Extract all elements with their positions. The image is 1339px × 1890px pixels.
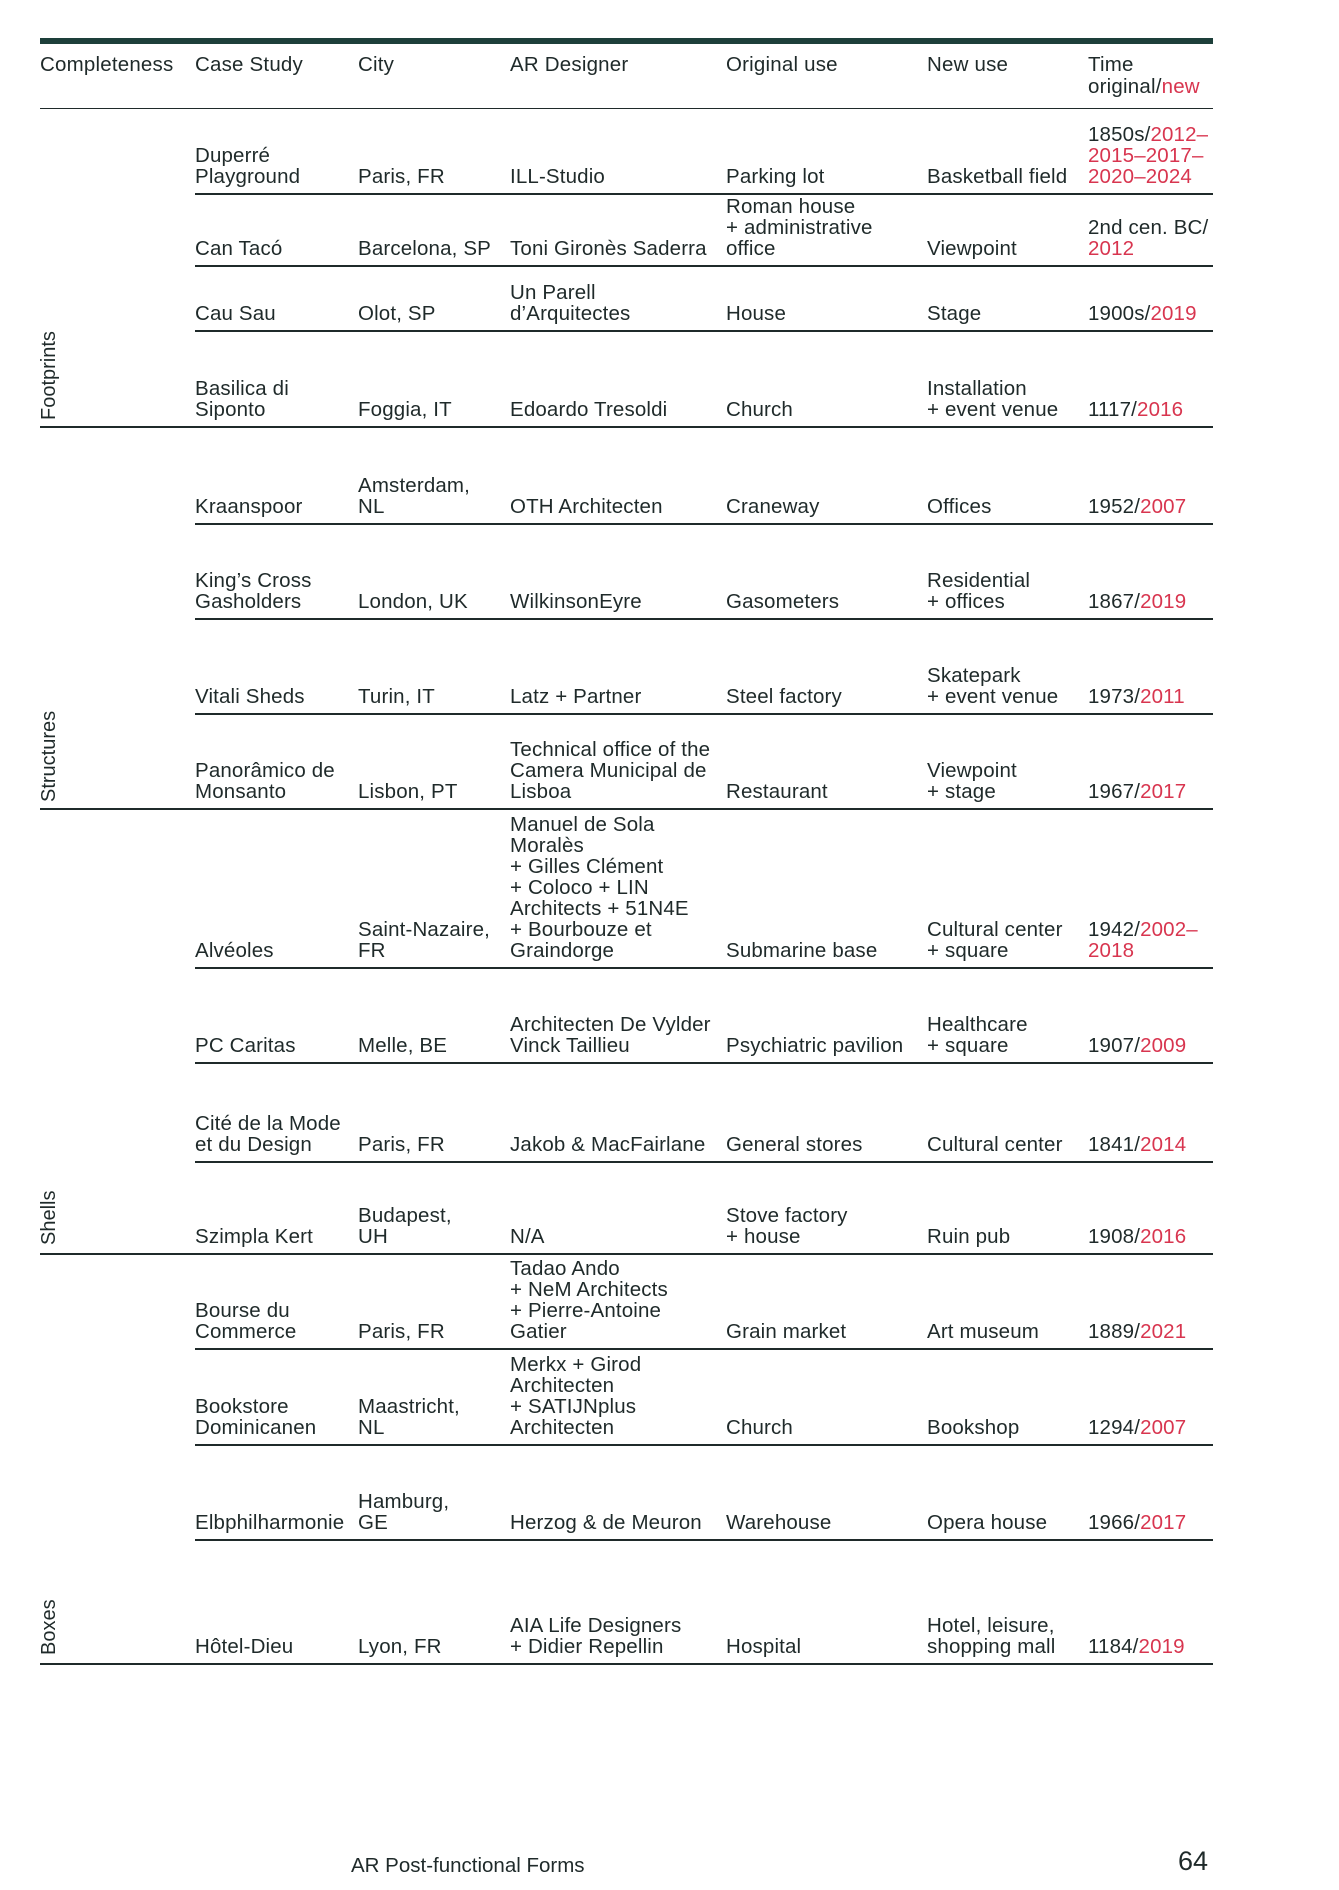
cell-new-use: Hotel, leisure, shopping mall (927, 1614, 1056, 1658)
cell-city: Paris, FR (358, 1320, 445, 1343)
cell-original-use: Church (726, 398, 793, 421)
cell-designer: OTH Architecten (510, 495, 663, 518)
table-header (40, 54, 1213, 108)
group-label-structures: Structures (38, 710, 60, 802)
table-row (0, 267, 1339, 332)
time-new: 2019 (1140, 590, 1187, 613)
cell-original-use: Grain market (726, 1320, 847, 1343)
time-original: 1908/ (1088, 1225, 1141, 1248)
time-new: 2012 (1088, 237, 1135, 260)
table-row (0, 969, 1339, 1064)
cell-time (1088, 1512, 1186, 1533)
time-new: 2019 (1138, 1635, 1185, 1658)
cell-city: Amsterdam, NL (358, 474, 470, 518)
cell-city: Melle, BE (358, 1034, 448, 1057)
cell-original-use: Gasometers (726, 590, 840, 613)
cell-original-use: Psychiatric pavilion (726, 1034, 904, 1057)
time-new: 2021 (1140, 1320, 1187, 1343)
row-divider (40, 1663, 1213, 1665)
cell-time (1088, 781, 1186, 802)
cell-time (1088, 919, 1198, 961)
cell-case-study: Alvéoles (195, 939, 274, 962)
group-label-footprints: Footprints (38, 331, 60, 420)
cell-designer: Toni Gironès Saderra (510, 237, 707, 260)
cell-designer: Herzog & de Meuron (510, 1511, 702, 1534)
time-new: 2016 (1140, 1225, 1187, 1248)
cell-designer: Technical office of the Camera Municipal de Lisboa (510, 738, 711, 803)
page-number: 64 (1178, 1846, 1209, 1876)
cell-designer: AIA Life Designers + Didier Repellin (510, 1614, 682, 1658)
table-row (0, 195, 1339, 267)
table-row (0, 620, 1339, 715)
time-original: 1942/ (1088, 918, 1141, 941)
cell-case-study: PC Caritas (195, 1034, 296, 1057)
time-original: 1294/ (1088, 1416, 1141, 1439)
time-original: 1952/ (1088, 495, 1141, 518)
table-row (0, 810, 1339, 969)
cell-city: Barcelona, SP (358, 237, 491, 260)
cell-original-use: Restaurant (726, 780, 828, 803)
cell-time (1088, 1636, 1185, 1657)
cell-new-use: Viewpoint + stage (927, 759, 1017, 803)
cell-original-use: Warehouse (726, 1511, 832, 1534)
header-city: City (358, 53, 395, 76)
table-row (0, 1541, 1339, 1665)
cell-time (1088, 1321, 1186, 1342)
cell-designer: ILL-Studio (510, 165, 605, 188)
cell-original-use: General stores (726, 1133, 863, 1156)
table-row (0, 108, 1339, 195)
cell-designer: Manuel de Sola Moralès + Gilles Clément + Coloco + LIN Architects + 51N4E + Bourbouze et Graindorge (510, 813, 689, 962)
group-label-boxes: Boxes (38, 1599, 60, 1655)
cell-original-use: Church (726, 1416, 793, 1439)
header-time-label: Time (1088, 53, 1134, 76)
top-accent-bar (40, 38, 1213, 44)
cell-city: Turin, IT (358, 685, 435, 708)
time-original: 1973/ (1088, 685, 1141, 708)
cell-case-study: Can Tacó (195, 237, 283, 260)
cell-time (1088, 496, 1186, 517)
time-new: 2019 (1150, 302, 1197, 325)
header-time-original: original/ (1088, 75, 1162, 98)
time-original: 1967/ (1088, 780, 1141, 803)
time-new: 2014 (1140, 1133, 1187, 1156)
cell-new-use: Viewpoint (927, 237, 1017, 260)
cell-case-study: Basilica di Siponto (195, 377, 289, 421)
cell-case-study: Vitali Sheds (195, 685, 305, 708)
cell-new-use: Bookshop (927, 1416, 1020, 1439)
time-new: 2007 (1140, 1416, 1187, 1439)
cell-city: Maastricht, NL (358, 1395, 460, 1439)
table-row (0, 525, 1339, 620)
cell-new-use: Residential + offices (927, 569, 1031, 613)
cell-city: Saint-Nazaire, FR (358, 918, 490, 962)
cell-new-use: Cultural center (927, 1133, 1063, 1156)
time-original: 1966/ (1088, 1511, 1141, 1534)
table-row (0, 428, 1339, 525)
table-row (0, 1064, 1339, 1163)
table-row (0, 1350, 1339, 1446)
table-row (0, 1446, 1339, 1541)
group-label-shells: Shells (38, 1190, 60, 1245)
time-original: 1850s/ (1088, 123, 1151, 146)
cell-new-use: Skatepark + event venue (927, 664, 1059, 708)
cell-original-use: Steel factory (726, 685, 842, 708)
cell-city: Paris, FR (358, 1133, 445, 1156)
cell-case-study: King’s Cross Gasholders (195, 569, 312, 613)
header-time-new: new (1161, 75, 1200, 98)
cell-designer: Latz + Partner (510, 685, 642, 708)
cell-time (1088, 1035, 1186, 1056)
header-time (1088, 54, 1200, 98)
time-original: 1907/ (1088, 1034, 1141, 1057)
table-row (0, 1163, 1339, 1255)
cell-new-use: Cultural center + square (927, 918, 1063, 962)
cell-time (1088, 1134, 1186, 1155)
cell-designer: Merkx + Girod Architecten + SATIJNplus Architecten (510, 1353, 642, 1439)
cell-time (1088, 1417, 1186, 1438)
cell-case-study: Hôtel-Dieu (195, 1635, 294, 1658)
table-row (0, 715, 1339, 810)
cell-original-use: House (726, 302, 787, 325)
cell-city: Budapest, UH (358, 1204, 452, 1248)
cell-designer: Architecten De Vylder Vinck Taillieu (510, 1013, 711, 1057)
cell-case-study: Duperré Playground (195, 144, 301, 188)
cell-new-use: Art museum (927, 1320, 1039, 1343)
cell-designer: Edoardo Tresoldi (510, 398, 668, 421)
header-new-use: New use (927, 53, 1009, 76)
table-row (0, 1255, 1339, 1350)
cell-original-use: Craneway (726, 495, 820, 518)
cell-case-study: Panorâmico de Monsanto (195, 759, 335, 803)
time-original: 1867/ (1088, 590, 1141, 613)
cell-new-use: Offices (927, 495, 992, 518)
header-designer: AR Designer (510, 53, 629, 76)
time-new: 2017 (1140, 1511, 1187, 1534)
cell-time (1088, 591, 1186, 612)
cell-time (1088, 686, 1185, 707)
header-case-study: Case Study (195, 53, 303, 76)
cell-case-study: Cau Sau (195, 302, 276, 325)
cell-original-use: Hospital (726, 1635, 802, 1658)
cell-new-use: Basketball field (927, 165, 1068, 188)
time-original: 1900s/ (1088, 302, 1151, 325)
cell-original-use: Submarine base (726, 939, 878, 962)
cell-city: Olot, SP (358, 302, 436, 325)
cell-new-use: Healthcare + square (927, 1013, 1028, 1057)
cell-time (1088, 1226, 1186, 1247)
time-new: 2011 (1140, 685, 1185, 708)
cell-case-study: Cité de la Mode et du Design (195, 1112, 341, 1156)
header-original-use: Original use (726, 53, 838, 76)
cell-city: Paris, FR (358, 165, 445, 188)
cell-city: Lyon, FR (358, 1635, 442, 1658)
cell-city: Lisbon, PT (358, 780, 458, 803)
cell-time (1088, 399, 1183, 420)
cell-time (1088, 217, 1208, 259)
cell-case-study: Szimpla Kert (195, 1225, 314, 1248)
cell-case-study: Elbphilharmonie (195, 1511, 345, 1534)
time-original: 1889/ (1088, 1320, 1141, 1343)
cell-original-use: Parking lot (726, 165, 825, 188)
time-original: 1184/ (1088, 1635, 1139, 1658)
cell-city: Hamburg, GE (358, 1490, 450, 1534)
time-new: 2016 (1137, 398, 1184, 421)
cell-case-study: Bourse du Commerce (195, 1299, 297, 1343)
cell-new-use: Installation + event venue (927, 377, 1059, 421)
cell-new-use: Opera house (927, 1511, 1048, 1534)
cell-designer: Jakob & MacFairlane (510, 1133, 706, 1156)
time-original: 2nd cen. BC/ (1088, 216, 1209, 239)
time-original: 1841/ (1088, 1133, 1141, 1156)
time-new: 2007 (1140, 495, 1187, 518)
cell-designer: N/A (510, 1225, 545, 1248)
cell-designer: WilkinsonEyre (510, 590, 642, 613)
cell-designer: Tadao Ando + NeM Architects + Pierre-Antoine Gatier (510, 1257, 668, 1343)
footer-title: AR Post-functional Forms (351, 1854, 585, 1877)
cell-time (1088, 303, 1197, 324)
header-completeness: Completeness (40, 53, 174, 76)
cell-original-use: Roman house + administrative office (726, 195, 873, 260)
time-new: 2002– 2018 (1088, 918, 1198, 962)
time-original: 1117/ (1088, 398, 1138, 421)
table-row (0, 332, 1339, 428)
cell-original-use: Stove factory + house (726, 1204, 848, 1248)
cell-time (1088, 124, 1208, 187)
cell-case-study: Kraanspoor (195, 495, 303, 518)
cell-new-use: Stage (927, 302, 982, 325)
time-new: 2012– 2015–2017– 2020–2024 (1088, 123, 1209, 188)
cell-new-use: Ruin pub (927, 1225, 1011, 1248)
time-new: 2017 (1140, 780, 1187, 803)
cell-designer: Un Parell d’Arquitectes (510, 281, 631, 325)
time-new: 2009 (1140, 1034, 1187, 1057)
cell-city: Foggia, IT (358, 398, 452, 421)
cell-case-study: Bookstore Dominicanen (195, 1395, 317, 1439)
cell-city: London, UK (358, 590, 468, 613)
